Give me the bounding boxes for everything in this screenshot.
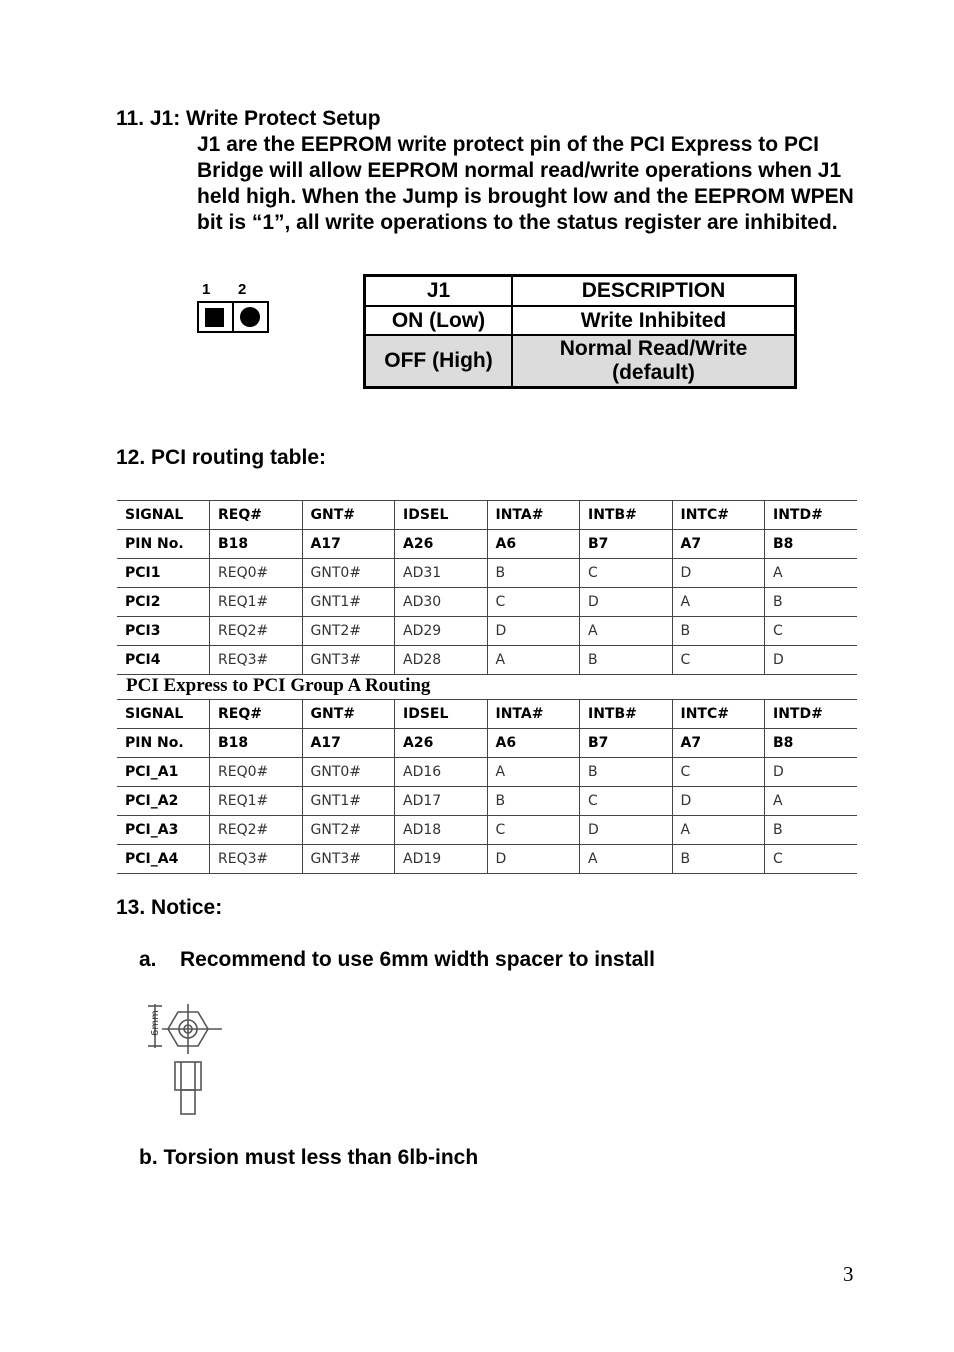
table-cell: D [487, 845, 580, 874]
jumper-j1-diagram [197, 301, 269, 333]
table-cell: GNT1# [302, 787, 395, 816]
notice-item-a [139, 948, 655, 972]
table-cell: INTB# [580, 501, 673, 530]
table-cell: B18 [210, 729, 303, 758]
table-cell: PCI4 [117, 646, 210, 675]
table-cell: PCI3 [117, 617, 210, 646]
j1-setting-cell: ON (Low) [365, 306, 512, 335]
jumper-pin-2 [234, 303, 267, 331]
table-cell: AD16 [395, 758, 488, 787]
table-cell: REQ2# [210, 617, 303, 646]
table-row [117, 559, 857, 588]
table-cell: GNT3# [302, 646, 395, 675]
table-cell: PIN No. [117, 729, 210, 758]
j1-header-cell: J1 [365, 276, 512, 306]
table-cell: AD17 [395, 787, 488, 816]
j1-setting-cell: OFF (High) [365, 335, 512, 387]
table-cell: A [580, 845, 673, 874]
table-cell: IDSEL [395, 501, 488, 530]
description-header-cell: DESCRIPTION [512, 276, 795, 306]
table-cell: A26 [395, 530, 488, 559]
table-cell: B [672, 617, 765, 646]
table-cell: C [580, 559, 673, 588]
table-cell: INTD# [765, 700, 858, 729]
spacer-dimension-label: 6mm [150, 1010, 161, 1036]
table-cell: PCI_A4 [117, 845, 210, 874]
table-cell: SIGNAL [117, 700, 210, 729]
table-cell: PCI_A1 [117, 758, 210, 787]
section-12-heading: 12. PCI routing table: [116, 446, 327, 469]
pci-routing-table [117, 500, 857, 675]
j1-setting-table [363, 274, 797, 389]
table-cell: GNT# [302, 501, 395, 530]
j1-description-cell [512, 335, 795, 387]
table-cell: GNT0# [302, 758, 395, 787]
table-cell: AD28 [395, 646, 488, 675]
j1-table-header-row [365, 276, 795, 306]
table-cell: PCI1 [117, 559, 210, 588]
table-cell: D [580, 588, 673, 617]
group-a-routing-table-body [117, 700, 857, 874]
table-cell: REQ1# [210, 588, 303, 617]
table-cell: C [580, 787, 673, 816]
notice-item-a-text: Recommend to use 6mm width spacer to install [180, 948, 655, 971]
pci-routing-table-body [117, 501, 857, 675]
table-cell: GNT2# [302, 617, 395, 646]
table-cell: AD19 [395, 845, 488, 874]
j1-description-text: Normal Read/Write (default) [559, 337, 748, 384]
pin-number-row [117, 729, 857, 758]
group-a-routing-table [117, 699, 857, 874]
table-header-row [117, 501, 857, 530]
table-cell: REQ2# [210, 816, 303, 845]
square-pin-icon [205, 308, 224, 327]
j1-description-cell: Write Inhibited [512, 306, 795, 335]
table-cell: C [765, 617, 858, 646]
table-cell: INTB# [580, 700, 673, 729]
table-header-row [117, 700, 857, 729]
table-cell: C [765, 845, 858, 874]
group-a-routing-caption: PCI Express to PCI Group A Routing [126, 675, 431, 696]
table-row [117, 845, 857, 874]
jumper-pin-1 [199, 303, 234, 331]
table-cell: B [487, 787, 580, 816]
table-cell: B [580, 758, 673, 787]
table-cell: AD30 [395, 588, 488, 617]
table-cell: PCI2 [117, 588, 210, 617]
table-cell: A [672, 588, 765, 617]
table-cell: B18 [210, 530, 303, 559]
table-row [117, 816, 857, 845]
table-cell: B8 [765, 729, 858, 758]
table-cell: B [672, 845, 765, 874]
table-cell: REQ0# [210, 758, 303, 787]
table-cell: A6 [487, 729, 580, 758]
page-number: 3 [843, 1262, 854, 1286]
table-cell: GNT0# [302, 559, 395, 588]
table-cell: D [765, 758, 858, 787]
table-cell: A [765, 559, 858, 588]
table-cell: D [765, 646, 858, 675]
table-row [117, 617, 857, 646]
table-cell: PIN No. [117, 530, 210, 559]
table-cell: SIGNAL [117, 501, 210, 530]
table-cell: D [487, 617, 580, 646]
table-cell: PCI_A3 [117, 816, 210, 845]
table-cell: C [487, 588, 580, 617]
table-cell: A [672, 816, 765, 845]
j1-table-row [365, 306, 795, 335]
table-cell: INTC# [672, 501, 765, 530]
table-row [117, 646, 857, 675]
round-pin-icon [240, 307, 260, 327]
table-cell: AD18 [395, 816, 488, 845]
table-cell: B8 [765, 530, 858, 559]
table-cell: A7 [672, 530, 765, 559]
table-cell: C [672, 758, 765, 787]
table-cell: GNT2# [302, 816, 395, 845]
table-cell: C [672, 646, 765, 675]
spacer-diagram [138, 996, 230, 1120]
table-cell: C [487, 816, 580, 845]
table-cell: REQ# [210, 501, 303, 530]
table-row [117, 787, 857, 816]
j1-table-row [365, 335, 795, 387]
table-cell: B7 [580, 729, 673, 758]
table-cell: AD31 [395, 559, 488, 588]
table-row [117, 588, 857, 617]
table-cell: INTA# [487, 700, 580, 729]
table-cell: B [765, 588, 858, 617]
table-cell: GNT# [302, 700, 395, 729]
section-11-heading: 11. J1: Write Protect Setup [116, 107, 381, 130]
table-cell: A26 [395, 729, 488, 758]
table-cell: REQ1# [210, 787, 303, 816]
table-cell: B [487, 559, 580, 588]
table-cell: A [487, 646, 580, 675]
table-cell: D [672, 787, 765, 816]
pin-number-row [117, 530, 857, 559]
table-cell: REQ3# [210, 646, 303, 675]
table-cell: REQ# [210, 700, 303, 729]
table-cell: B [580, 646, 673, 675]
table-cell: A17 [302, 729, 395, 758]
notice-item-b: b. Torsion must less than 6lb-inch [139, 1146, 479, 1169]
table-cell: INTA# [487, 501, 580, 530]
table-cell: D [672, 559, 765, 588]
table-cell: PCI_A2 [117, 787, 210, 816]
notice-item-a-marker: a. [139, 948, 157, 971]
pin-1-label: 1 [202, 281, 211, 298]
jumper-pin-labels [202, 281, 274, 298]
table-cell: A [580, 617, 673, 646]
table-cell: D [580, 816, 673, 845]
table-cell: INTD# [765, 501, 858, 530]
pin-2-label: 2 [238, 281, 247, 298]
table-cell: A6 [487, 530, 580, 559]
table-cell: B7 [580, 530, 673, 559]
table-cell: IDSEL [395, 700, 488, 729]
table-cell: A [487, 758, 580, 787]
table-cell: GNT3# [302, 845, 395, 874]
table-cell: B [765, 816, 858, 845]
section-11-description: J1 are the EEPROM write protect pin of the PCI Express to PCI Bridge will allow EEPROM normal read/write operations when J1 held high. When the Jump is brought low and the EEPROM WPEN bit is “1”, all write operations to the status register are inhibited. [197, 133, 854, 234]
section-13-heading: 13. Notice: [116, 896, 223, 919]
table-cell: A7 [672, 729, 765, 758]
table-row [117, 758, 857, 787]
table-cell: A17 [302, 530, 395, 559]
table-cell: GNT1# [302, 588, 395, 617]
table-cell: A [765, 787, 858, 816]
table-cell: REQ3# [210, 845, 303, 874]
table-cell: INTC# [672, 700, 765, 729]
table-cell: REQ0# [210, 559, 303, 588]
table-cell: AD29 [395, 617, 488, 646]
